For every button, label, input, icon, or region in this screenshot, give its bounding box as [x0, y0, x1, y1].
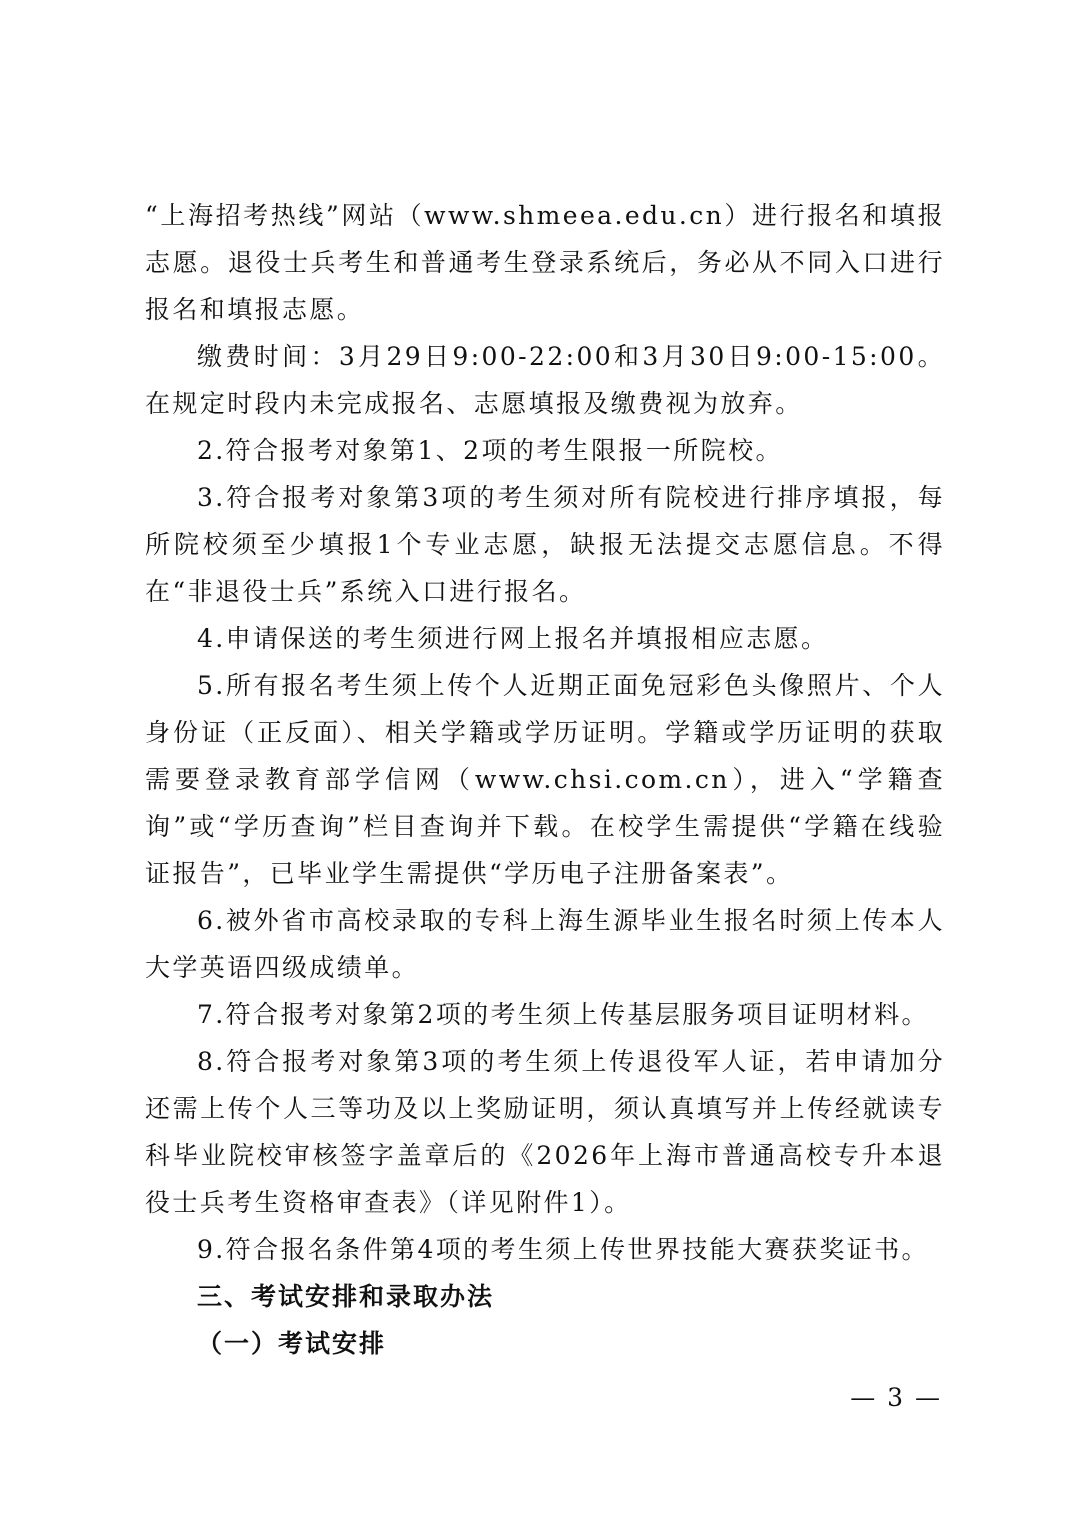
paragraph-item-9: 9.符合报名条件第4项的考生须上传世界技能大赛获奖证书。: [197, 1235, 929, 1264]
paragraph-item-6: 6.被外省市高校录取的专科上海生源毕业生报名时须上传本人大学英语四级成绩单。: [145, 906, 945, 982]
subsection-heading: （一）考试安排: [197, 1329, 387, 1358]
document-body: [145, 192, 945, 1367]
paragraph-item-8: 8.符合报考对象第3项的考生须上传退役军人证，若申请加分还需上传个人三等功及以上奖励证明，须认真填写并上传经就读专科毕业院校审核签字盖章后的《2026年上海市普通高校专升本退役士兵考生资格审查表》（详见附件1）。: [145, 1047, 945, 1217]
page-number: — 3 —: [850, 1383, 942, 1412]
paragraph-item-2: 2.符合报考对象第1、2项的考生限报一所院校。: [197, 436, 783, 465]
paragraph-item-4: 4.申请保送的考生须进行网上报名并填报相应志愿。: [197, 624, 829, 653]
paragraph-payment-time: 缴费时间：3月29日9:00-22:00和3月30日9:00-15:00。在规定时段内未完成报名、志愿填报及缴费视为放弃。: [145, 342, 945, 418]
paragraph-item-3: 3.符合报考对象第3项的考生须对所有院校进行排序填报，每所院校须至少填报1个专业志愿，缺报无法提交志愿信息。不得在“非退役士兵”系统入口进行报名。: [145, 483, 945, 606]
section-heading: 三、考试安排和录取办法: [197, 1282, 495, 1311]
paragraph-item-7: 7.符合报考对象第2项的考生须上传基层服务项目证明材料。: [197, 1000, 929, 1029]
paragraph-item-5: 5.所有报名考生须上传个人近期正面免冠彩色头像照片、个人身份证（正反面）、相关学籍或学历证明。学籍或学历证明的获取需要登录教育部学信网（www.chsi.com.cn），进入“学籍查询”或“学历查询”栏目查询并下载。在校学生需提供“学籍在线验证报告”，已毕业学生需提供“学历电子注册备案表”。: [145, 671, 945, 888]
paragraph-registration-website: “上海招考热线”网站（www.shmeea.edu.cn）进行报名和填报志愿。退役士兵考生和普通考生登录系统后，务必从不同入口进行报名和填报志愿。: [145, 201, 945, 324]
